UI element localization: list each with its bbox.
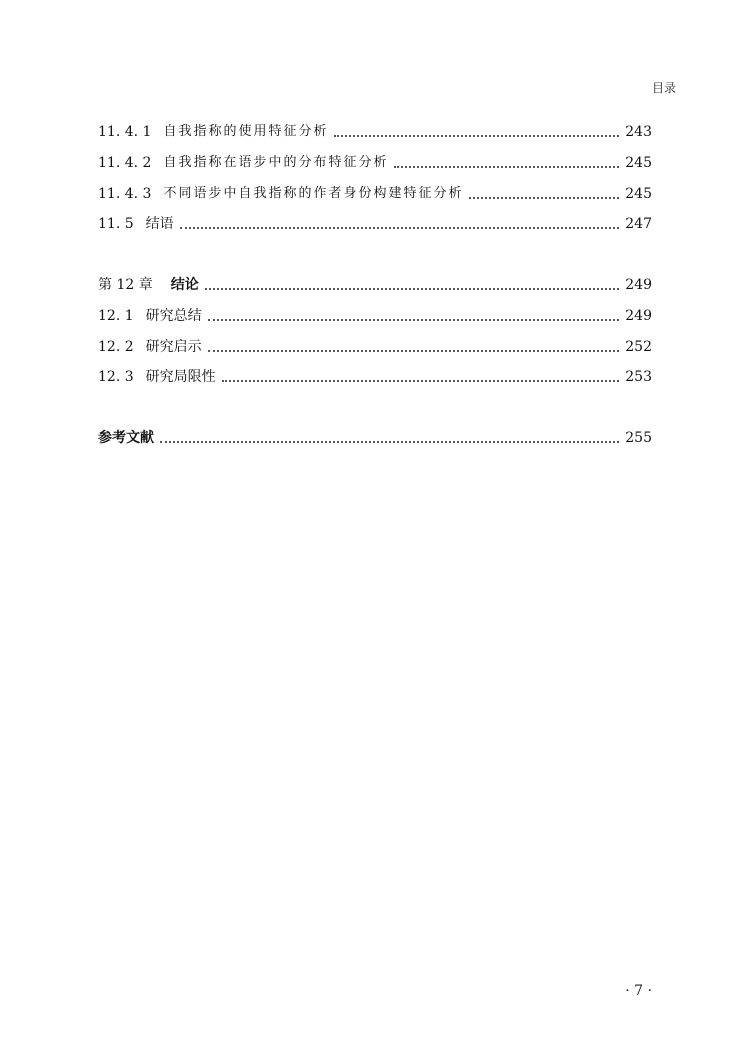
- toc-entry-number: 11. 4. 2: [98, 155, 152, 171]
- running-header: 目录: [651, 81, 676, 95]
- toc-entry-page: 252: [625, 339, 652, 355]
- toc-entry-page: 255: [625, 430, 652, 446]
- toc-entry-title: 研究局限性: [145, 369, 216, 385]
- toc-entry-12-2[interactable]: [98, 337, 652, 357]
- dot-leader: [205, 274, 620, 290]
- dot-leader: [160, 427, 619, 443]
- toc-entry-page: 243: [625, 124, 652, 140]
- dot-leader: [222, 366, 620, 382]
- dot-leader: [334, 121, 619, 137]
- toc-entry-title: 研究启示: [145, 339, 202, 355]
- page-number: · 7 ·: [625, 983, 652, 999]
- toc-entry-11-5[interactable]: [98, 214, 652, 234]
- toc-chapter-number: 第 12 章: [98, 277, 153, 293]
- toc-entry-chapter-12[interactable]: [98, 275, 652, 295]
- toc-entry-title: 结语: [145, 216, 174, 232]
- toc-entry-number: 12. 2: [98, 339, 134, 355]
- dot-leader: [208, 305, 620, 321]
- dot-leader: [180, 213, 620, 229]
- toc-entry-number: 11. 4. 3: [98, 186, 152, 202]
- toc-entry-12-1[interactable]: [98, 306, 652, 326]
- toc-entry-page: 245: [625, 155, 652, 171]
- toc-entry-references[interactable]: [98, 428, 652, 448]
- toc-entry-page: 247: [625, 216, 652, 232]
- toc-entry-number: 11. 4. 1: [98, 124, 152, 140]
- toc-entry-title: 自我指称在语步中的分布特征分析: [163, 155, 389, 170]
- toc-entry-11-4-3[interactable]: [98, 184, 652, 204]
- toc-entry-page: 245: [625, 186, 652, 202]
- toc-entry-page: 249: [625, 277, 652, 293]
- toc-entry-title: 研究总结: [145, 308, 202, 324]
- toc-entry-page: 253: [625, 369, 652, 385]
- toc-entry-number: 12. 1: [98, 308, 134, 324]
- toc-entry-title: 不同语步中自我指称的作者身份构建特征分析: [163, 186, 464, 201]
- dot-leader: [469, 183, 619, 199]
- toc-entry-title: 自我指称的使用特征分析: [163, 124, 329, 139]
- toc-chapter-title: 结论: [170, 277, 199, 293]
- toc-entry-number: 12. 3: [98, 369, 134, 385]
- dot-leader: [208, 336, 620, 352]
- toc-entry-11-4-1[interactable]: [98, 122, 652, 142]
- toc-entry-title: 参考文献: [98, 430, 154, 446]
- toc-entry-11-4-2[interactable]: [98, 153, 652, 173]
- toc-entry-page: 249: [625, 308, 652, 324]
- toc-entry-number: 11. 5: [98, 216, 134, 232]
- dot-leader: [394, 152, 619, 168]
- toc-entry-12-3[interactable]: [98, 367, 652, 387]
